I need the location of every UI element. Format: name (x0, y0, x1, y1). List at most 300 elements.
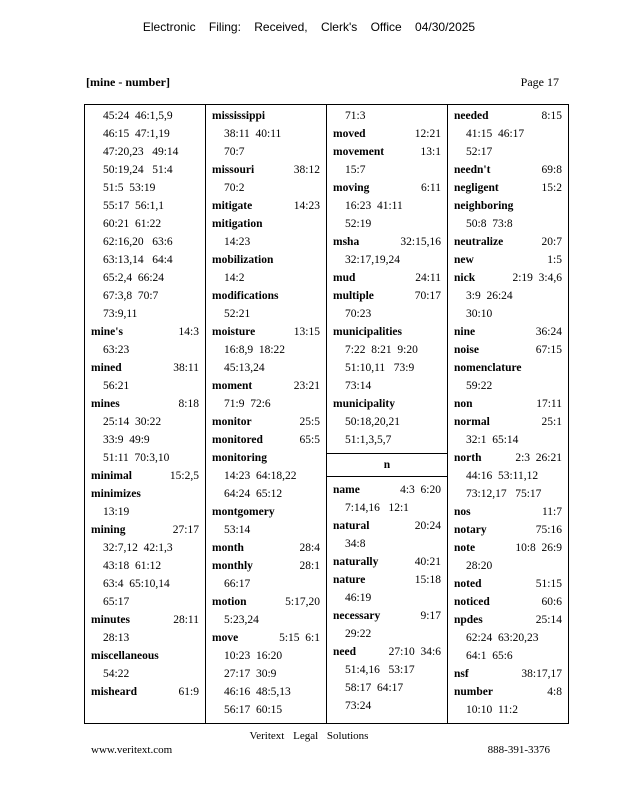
page-line-reference: 63:4 65:10,14 (103, 578, 170, 590)
page-line-reference: 56:21 (103, 380, 130, 392)
index-word: negligent (454, 182, 499, 194)
index-entry-headline (212, 503, 320, 521)
index-entry-headline (212, 197, 320, 215)
index-word: naturally (333, 556, 379, 568)
index-entry (91, 485, 199, 521)
index-word: normal (454, 416, 490, 428)
index-column-4 (448, 105, 568, 723)
index-word: note (454, 542, 476, 554)
index-entry-headline (333, 571, 441, 589)
index-entry (212, 107, 320, 161)
index-word: missouri (212, 164, 255, 176)
index-entry (91, 467, 199, 485)
index-word: municipalities (333, 326, 403, 338)
page-number: Page 17 (520, 75, 559, 89)
index-entry-headline (91, 647, 199, 665)
index-entry-headline (212, 251, 320, 269)
index-word: multiple (333, 290, 374, 302)
index-entry-headline (333, 643, 441, 661)
index-entry-headline (454, 341, 562, 359)
page-line-reference: 28:20 (466, 560, 493, 572)
index-entry-headline (454, 611, 562, 629)
index-entry (212, 251, 320, 287)
index-column-3 (327, 105, 448, 723)
index-word: monitored (212, 434, 263, 446)
page-line-reference: 16:23 41:11 (345, 200, 403, 212)
page-line-reference: 38:17,17 (521, 668, 562, 680)
page-line-reference: 46:19 (345, 592, 372, 604)
index-entry-headline (333, 553, 441, 571)
index-entry-headline (212, 377, 320, 395)
index-entry (454, 665, 562, 683)
index-entry (454, 521, 562, 539)
page-line-reference: 65:17 (103, 596, 130, 608)
page-line-reference: 38:12 (293, 164, 320, 176)
page-line-reference: 28:13 (103, 632, 130, 644)
index-entry (212, 161, 320, 197)
page-line-reference: 33:9 49:9 (103, 434, 150, 446)
index-word: npdes (454, 614, 483, 626)
index-entry-headline (91, 467, 199, 485)
index-word: monthly (212, 560, 253, 572)
page-line-reference: 29:22 (345, 628, 372, 640)
index-entry (212, 449, 320, 503)
page-line-reference: 53:14 (224, 524, 251, 536)
page-line-reference: 14:3 (178, 326, 199, 338)
page-line-reference: 28:11 (173, 614, 199, 626)
page-line-reference: 28:4 (299, 542, 320, 554)
page-line-reference: 2:3 26:21 (515, 452, 562, 464)
index-entry-headline (333, 233, 441, 251)
index-entry (333, 107, 441, 125)
index-entry-headline (91, 395, 199, 413)
footer-phone: 888-391-3376 (487, 744, 550, 756)
index-entry (454, 197, 562, 233)
index-word: minimizes (91, 488, 141, 500)
index-entry-headline (454, 575, 562, 593)
index-word: noticed (454, 596, 490, 608)
page-line-reference: 58:17 64:17 (345, 682, 404, 694)
index-word: motion (212, 596, 247, 608)
index-word: mining (91, 524, 126, 536)
index-entry (91, 395, 199, 467)
index-entry (333, 481, 441, 517)
page-line-reference: 24:11 (415, 272, 441, 284)
index-word: nos (454, 506, 471, 518)
index-entry-headline (454, 449, 562, 467)
index-entry-headline (454, 683, 562, 701)
index-entry (212, 323, 320, 377)
index-entry-headline (454, 539, 562, 557)
index-entry (212, 593, 320, 629)
index-entry (91, 521, 199, 611)
index-entry (212, 413, 320, 431)
index-entry (91, 107, 199, 323)
index-word: municipality (333, 398, 395, 410)
page-line-reference: 25:5 (299, 416, 320, 428)
index-entry-headline (91, 683, 199, 701)
page-line-reference: 1:5 (547, 254, 562, 266)
index-entry-headline (454, 161, 562, 179)
index-entry (454, 611, 562, 665)
index-entry (454, 503, 562, 521)
page-line-reference: 71:9 72:6 (224, 398, 271, 410)
index-word: notary (454, 524, 487, 536)
index-entry (454, 107, 562, 161)
page-line-reference: 62:16,20 63:6 (103, 236, 173, 248)
index-entry (454, 179, 562, 197)
page-line-reference: 64:1 65:6 (466, 650, 513, 662)
index-entry (333, 517, 441, 553)
index-word: noted (454, 578, 482, 590)
page-line-reference: 14:23 (293, 200, 320, 212)
index-word: mitigation (212, 218, 263, 230)
index-word: mitigate (212, 200, 253, 212)
index-entry (454, 341, 562, 359)
index-entry (212, 197, 320, 215)
index-entry (454, 683, 562, 719)
filing-header: Electronic Filing: Received, Clerk's Office 04/30/2025 (142, 20, 476, 34)
index-entry-headline (454, 665, 562, 683)
index-word: msha (333, 236, 360, 248)
page-line-reference: 6:11 (420, 182, 441, 194)
index-entry (454, 395, 562, 413)
page-line-reference: 4:8 (547, 686, 562, 698)
index-word: mine's (91, 326, 123, 338)
page-line-reference: 32:15,16 (400, 236, 441, 248)
page-line-reference: 12:21 (414, 128, 441, 140)
page-line-reference: 2:19 3:4,6 (512, 272, 562, 284)
page-line-reference: 46:15 47:1,19 (103, 128, 170, 140)
page-line-reference: 15:2,5 (169, 470, 199, 482)
index-entry (212, 503, 320, 539)
index-word: mobilization (212, 254, 274, 266)
page-line-reference: 16:8,9 18:22 (224, 344, 286, 356)
index-word: north (454, 452, 482, 464)
index-entry (333, 143, 441, 179)
page-line-reference: 69:8 (541, 164, 562, 176)
index-entry-headline (212, 161, 320, 179)
index-entry (333, 233, 441, 269)
index-word: nine (454, 326, 476, 338)
index-word: movement (333, 146, 385, 158)
page-line-reference: 15:2 (541, 182, 562, 194)
page-line-reference: 14:2 (224, 272, 245, 284)
index-entry (333, 395, 441, 449)
page-line-reference: 73:24 (345, 700, 372, 712)
index-entry-headline (333, 125, 441, 143)
page-line-reference: 73:12,17 75:17 (466, 488, 542, 500)
page-line-reference: 46:16 48:5,13 (224, 686, 291, 698)
index-word: noise (454, 344, 479, 356)
index-entry-headline (454, 359, 562, 377)
page-line-reference: 38:11 40:11 (224, 128, 282, 140)
page-line-reference: 60:21 61:22 (103, 218, 162, 230)
page-line-reference: 51:10,11 73:9 (345, 362, 415, 374)
page-line-reference: 3:9 26:24 (466, 290, 513, 302)
page-line-reference: 55:17 56:1,1 (103, 200, 165, 212)
index-entry (212, 629, 320, 719)
index-entry-headline (454, 503, 562, 521)
page-line-reference: 67:15 (535, 344, 562, 356)
index-entry-headline (333, 395, 441, 413)
footer-website: www.veritext.com (91, 744, 173, 756)
page-line-reference: 51:4,16 53:17 (345, 664, 415, 676)
page-line-reference: 25:1 (541, 416, 562, 428)
page-line-reference: 52:21 (224, 308, 251, 320)
page-line-reference: 50:8 73:8 (466, 218, 513, 230)
page-line-reference: 63:23 (103, 344, 130, 356)
index-entry (212, 287, 320, 323)
page-line-reference: 43:18 61:12 (103, 560, 162, 572)
page-line-reference: 32:17,19,24 (345, 254, 400, 266)
page-line-reference: 41:15 46:17 (466, 128, 525, 140)
index-word: neighboring (454, 200, 514, 212)
section-letter-header: n (327, 453, 447, 477)
index-entry-headline (333, 517, 441, 535)
index-entry-headline (212, 539, 320, 557)
index-entry (91, 359, 199, 395)
page-line-reference: 40:21 (414, 556, 441, 568)
page-line-reference: 17:11 (536, 398, 562, 410)
index-entry-headline (212, 593, 320, 611)
page-line-reference: 38:11 (173, 362, 199, 374)
index-entry-headline (454, 251, 562, 269)
index-word: need (333, 646, 356, 658)
index-entry-headline (212, 287, 320, 305)
index-entry (91, 647, 199, 683)
page-line-reference: 59:22 (466, 380, 493, 392)
index-word: monitoring (212, 452, 267, 464)
page-line-reference: 52:17 (466, 146, 493, 158)
index-entry (91, 611, 199, 647)
page-line-reference: 15:7 (345, 164, 366, 176)
page-line-reference: 50:18,20,21 (345, 416, 400, 428)
page-line-reference: 25:14 (535, 614, 562, 626)
page-line-reference: 20:24 (414, 520, 441, 532)
index-entry-headline (333, 481, 441, 499)
page-line-reference: 32:1 65:14 (466, 434, 519, 446)
page-line-reference: 25:14 30:22 (103, 416, 162, 428)
page-line-reference: 66:17 (224, 578, 251, 590)
page-line-reference: 27:17 30:9 (224, 668, 277, 680)
index-entry (333, 287, 441, 323)
index-entry (212, 215, 320, 251)
page-line-reference: 8:15 (541, 110, 562, 122)
page-line-reference: 13:19 (103, 506, 130, 518)
page-line-reference: 65:5 (299, 434, 320, 446)
index-entry-headline (333, 323, 441, 341)
index-entry (91, 323, 199, 359)
index-entry-headline (91, 611, 199, 629)
index-word: new (454, 254, 474, 266)
page-line-reference: 47:20,23 49:14 (103, 146, 179, 158)
index-entry-headline (91, 485, 199, 503)
page-line-reference: 51:1,3,5,7 (345, 434, 392, 446)
page-line-reference: 10:10 11:2 (466, 704, 518, 716)
page-line-reference: 63:13,14 64:4 (103, 254, 173, 266)
index-word: non (454, 398, 473, 410)
index-entry (454, 593, 562, 611)
page-line-reference: 23:21 (293, 380, 320, 392)
index-entry-headline (333, 269, 441, 287)
page-line-reference: 14:23 (224, 236, 251, 248)
page-line-reference: 75:16 (535, 524, 562, 536)
index-entry-headline (333, 287, 441, 305)
index-word: natural (333, 520, 370, 532)
page-line-reference: 20:7 (541, 236, 562, 248)
index-word: moisture (212, 326, 256, 338)
page-line-reference: 70:2 (224, 182, 245, 194)
page-line-reference: 13:1 (420, 146, 441, 158)
page-line-reference: 73:9,11 (103, 308, 138, 320)
index-word: montgomery (212, 506, 275, 518)
page-line-reference: 50:19,24 51:4 (103, 164, 173, 176)
index-word: neutralize (454, 236, 504, 248)
page-line-reference: 5:15 6:1 (279, 632, 320, 644)
index-entry (333, 179, 441, 233)
index-entry-headline (212, 323, 320, 341)
page-line-reference: 10:23 16:20 (224, 650, 283, 662)
index-word: mud (333, 272, 356, 284)
index-entry-headline (454, 107, 562, 125)
page-line-reference: 7:22 8:21 9:20 (345, 344, 418, 356)
index-entry (91, 683, 199, 701)
index-entry (454, 539, 562, 575)
index-word: moving (333, 182, 370, 194)
index-column-1 (85, 105, 206, 723)
index-entry (454, 269, 562, 323)
index-entry-headline (333, 179, 441, 197)
index-word: nature (333, 574, 366, 586)
index-entry (333, 571, 441, 607)
index-entry (212, 557, 320, 593)
page-line-reference: 71:3 (345, 110, 366, 122)
page-line-reference: 10:8 26:9 (515, 542, 562, 554)
page-line-reference: 64:24 65:12 (224, 488, 283, 500)
index-entry-headline (454, 179, 562, 197)
page-line-reference: 30:10 (466, 308, 493, 320)
index-word: misheard (91, 686, 137, 698)
index-entry-headline (454, 269, 562, 287)
index-entry (212, 539, 320, 557)
page-line-reference: 32:7,12 42:1,3 (103, 542, 173, 554)
index-entry-headline (212, 557, 320, 575)
index-entry (333, 323, 441, 395)
page-line-reference: 70:7 (224, 146, 245, 158)
page-line-reference: 4:3 6:20 (400, 484, 441, 496)
index-entry-headline (212, 413, 320, 431)
index-word: mines (91, 398, 120, 410)
index-word: minutes (91, 614, 130, 626)
page-line-reference: 5:23,24 (224, 614, 259, 626)
index-entry-headline (333, 143, 441, 161)
index-entry-headline (91, 323, 199, 341)
index-word: moment (212, 380, 253, 392)
index-entry-headline (212, 107, 320, 125)
index-word: necessary (333, 610, 381, 622)
index-word: month (212, 542, 244, 554)
index-word: name (333, 484, 360, 496)
page-line-reference: 14:23 64:18,22 (224, 470, 297, 482)
index-word: mined (91, 362, 122, 374)
page-line-reference: 51:5 53:19 (103, 182, 156, 194)
page-line-reference: 36:24 (535, 326, 562, 338)
page-line-reference: 70:23 (345, 308, 372, 320)
index-entry-headline (212, 629, 320, 647)
index-word: mississippi (212, 110, 266, 122)
index-entry-headline (91, 521, 199, 539)
index-entry (454, 251, 562, 269)
index-entry (212, 377, 320, 413)
page-line-reference: 27:10 34:6 (388, 646, 441, 658)
index-word: modifications (212, 290, 279, 302)
page-line-reference: 5:17,20 (285, 596, 320, 608)
page-line-reference: 34:8 (345, 538, 366, 550)
index-entry-headline (454, 395, 562, 413)
index-entry-headline (212, 449, 320, 467)
index-entry-headline (333, 607, 441, 625)
index-word: number (454, 686, 493, 698)
index-word: needn't (454, 164, 491, 176)
page-line-reference: 28:1 (299, 560, 320, 572)
page-line-reference: 67:3,8 70:7 (103, 290, 159, 302)
index-entry-headline (212, 431, 320, 449)
index-word: monitor (212, 416, 252, 428)
index-word: nomenclature (454, 362, 522, 374)
page-line-reference: 60:6 (541, 596, 562, 608)
footer-company: Veritext Legal Solutions (249, 730, 369, 742)
index-entry (333, 643, 441, 715)
index-entry (212, 431, 320, 449)
index-range: [mine - number] (86, 75, 170, 89)
index-entry (454, 413, 562, 449)
index-word: minimal (91, 470, 132, 482)
index-entry (454, 233, 562, 251)
index-word: nick (454, 272, 476, 284)
index-entry (454, 359, 562, 395)
index-entry (333, 269, 441, 287)
index-entry (333, 553, 441, 571)
index-entry-headline (91, 359, 199, 377)
index-word: nsf (454, 668, 469, 680)
index-word: moved (333, 128, 366, 140)
index-entry (454, 449, 562, 503)
index-entry (333, 607, 441, 643)
index-column-2 (206, 105, 327, 723)
page-line-reference: 73:14 (345, 380, 372, 392)
page-line-reference: 8:18 (178, 398, 199, 410)
index-entry-headline (454, 197, 562, 215)
index-entry (454, 575, 562, 593)
page-line-reference: 52:19 (345, 218, 372, 230)
page-line-reference: 13:15 (293, 326, 320, 338)
page-line-reference: 61:9 (178, 686, 199, 698)
page-line-reference: 62:24 63:20,23 (466, 632, 539, 644)
index-entry (454, 161, 562, 179)
index-entry-headline (212, 215, 320, 233)
page-line-reference: 51:11 70:3,10 (103, 452, 170, 464)
page-line-reference: 45:24 46:1,5,9 (103, 110, 173, 122)
page-line-reference: 70:17 (414, 290, 441, 302)
index-entry-headline (454, 323, 562, 341)
index-entry-headline (454, 521, 562, 539)
index-entry-headline (454, 593, 562, 611)
index-word: move (212, 632, 239, 644)
page-line-reference: 54:22 (103, 668, 130, 680)
page-line-reference: 51:15 (535, 578, 562, 590)
page-line-reference: 27:17 (172, 524, 199, 536)
